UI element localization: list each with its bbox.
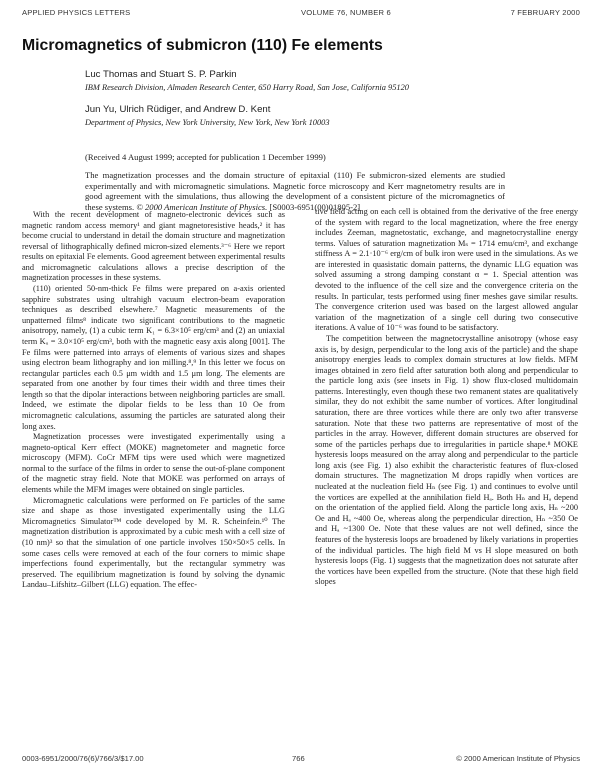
- body-paragraph: tive field acting on each cell is obtained from the derivative of the free energy of the system with regard to the local magnetization, where the free energy includes Zeeman, magnetostatic, exchange, and magnetocrystalline energy terms. Values of saturation magnetization Mₛ = 1714 emu/cm³, and exchange stiffness A = 2.1·10⁻⁶ erg/cm of bulk iron were used in the simulations. As we are interested in quasistatic domain patterns, the dynamic LLG equation was solved assuming a strong damping constant α = 1. Special attention was devoted to the influence of the cell size and the convergence criteria on the results. In particular, tests performed using finer meshes gave similar results. The convergence criterion used was based on the largest allowed angular variation of the magnetization of a single cell during two consecutive iterations. A value of 10⁻⁶ was found to be satisfactory.: [315, 207, 578, 333]
- copyright-notice: © 2000 American Institute of Physics.: [136, 201, 268, 212]
- affiliation-1: IBM Research Division, Almaden Research Center, 650 Harry Road, San Jose, California 95120: [85, 83, 409, 92]
- page-number: 766: [292, 754, 305, 763]
- body-paragraph: Magnetization processes were investigated experimentally using a magneto-optical Kerr effect (MOKE) magnetometer and magnetic force microscopy (MFM). CoCr MFM tips were used which were magnetized normal to the surface of the films in order to sense the out-of-plane component of the magnetic stray field. Note that MOKE was performed on arrays of elements while the MFM images were obtained on single particles.: [22, 432, 285, 495]
- affiliation-2: Department of Physics, New York University, New York, New York 10003: [85, 118, 330, 127]
- body-column-right: [315, 207, 578, 588]
- journal-name: APPLIED PHYSICS LETTERS: [22, 8, 131, 17]
- page-footer: [22, 754, 580, 766]
- body-paragraph: With the recent development of magneto-electronic devices such as magnetic random access memory¹ and giant magnetoresistive heads,² it has become crucial to understand in detail the domain structure and magnetization reversal of lithographically defined micron-sized elements.³⁻⁶ Here we report results on epitaxial Fe elements. Good agreement between experimental results and micromagnetic calculations allows a precise description of the magnetization processes in these systems.: [22, 210, 285, 283]
- body-paragraph: (110) oriented 50-nm-thick Fe films were prepared on a-axis oriented sapphire substrates using ultrahigh vacuum electron-beam evaporation techniques as described elsewhere.⁷ Magnetic measurements of the unpatterned films⁸ indicate two significant contributions to the magnetic anisotropy, namely, (1) a cubic term K₁ = 6.3×10⁵ erg/cm³ and (2) an uniaxial term Kᵤ = 3.0×10⁵ erg/cm³, both with the magnetic easy axis along [001]. The Fe films were patterned into arrays of elements of various sizes and shapes using electron beam lithography and ion milling.⁸,⁹ In this letter we focus on rectangular particles each 0.5 μm width and 1.5 μm long. The elements are separated from one another by four times their width and three times their length so that the dipolar interactions between neighboring particles are small. Indeed, we estimate the dipolar fields to be less than 10 Oe from micromagnetic calculations, assuming the particles are saturated along their long axes.: [22, 284, 285, 431]
- running-header: [22, 8, 580, 20]
- body-column-left: [22, 210, 285, 591]
- author-group-1: Luc Thomas and Stuart S. P. Parkin: [85, 69, 237, 80]
- issue-date: 7 FEBRUARY 2000: [510, 8, 580, 17]
- doi-code: [S0003-6951(00)01805-2]: [269, 201, 361, 212]
- body-paragraph: The competition between the magnetocrystalline anisotropy (whose easy axis is, by design, perpendicular to the long axis of the particle) and the shape anisotropy energies leads to complex domain structures at low fields. MFM images obtained in zero field after saturation both along and perpendicular to the particle long axis (see insets in Fig. 1) show flux-closed multidomain patterns. Interestingly, even though these two remanent states are qualitatively similar, they do not exhibit the same number of vortices. After longitudinal saturation, there are three vortices while there are only two after transverse saturation. Note that these two patterns are representative of most of the particles in the array. However, different domain structures are observed for some of the particles perhaps due to irregularities in particle shape.⁸ MOKE hysteresis loops measured on the array along and perpendicular to the particle long axis (see Fig. 1) also exhibit the characteristic features of flux-closed domain structures. The magnetization M drops rapidly when vortices are nucleated at the nucleation field Hₙ (see Fig. 1) and continues to evolve until the vortices are expelled at the annihilation field Hₐ. Both Hₙ and Hₐ depend on the orientation of the applied field. Along the particle long axis, Hₙ ~200 Oe and Hₐ ~400 Oe, whereas along the perpendicular direction, Hₙ ~350 Oe and Hₐ ~1300 Oe. Note that these values are not well defined, since the features of the hysteresis loops are broadened by likely variations in properties of the individual particles. The high field M vs H slope measured on both hysteresis loops (Fig. 1) suggests that the magnetization does not saturate after the vortices have been expelled from the structure. (Note that these high field slopes: [315, 333, 578, 587]
- received-dates: (Received 4 August 1999; accepted for publication 1 December 1999): [85, 152, 326, 162]
- author-group-2: Jun Yu, Ulrich Rüdiger, and Andrew D. Kent: [85, 104, 271, 115]
- volume-number: VOLUME 76, NUMBER 6: [301, 8, 391, 17]
- publisher-copyright: © 2000 American Institute of Physics: [456, 754, 580, 763]
- abstract-text: The magnetization processes and the domain structure of epitaxial (110) Fe submicron-sized elements are studied experimentally and with micromagnetic simulations. Magnetic force microscopy and Kerr magnetometry results are in good agreement with the simulations, thus allowing the development of a consistent picture of the micromagnetics of these systems.: [85, 170, 505, 212]
- article-code: 0003-6951/2000/76(6)/766/3/$17.00: [22, 754, 144, 763]
- body-paragraph: Micromagnetic calculations were performed on Fe particles of the same size and shape as those investigated experimentally using the LLG Micromagnetics Simulator™ code developed by M. R. Scheinfein.¹⁰ The magnetization distribution is approximated by a cubic mesh with a cell size of (10 nm)³ so that the simulation of one particle involves 150×50×5 cells. In some cases cells were removed at each of the four corners to mimic shape imperfections found experimentally, but the rectangular symmetry was preserved. The equilibrium magnetization is found by solving the dynamic Landau–Lifshitz–Gilbert (LLG) equation. The effec-: [22, 495, 285, 590]
- paper-title: Micromagnetics of submicron (110) Fe elements: [22, 37, 383, 54]
